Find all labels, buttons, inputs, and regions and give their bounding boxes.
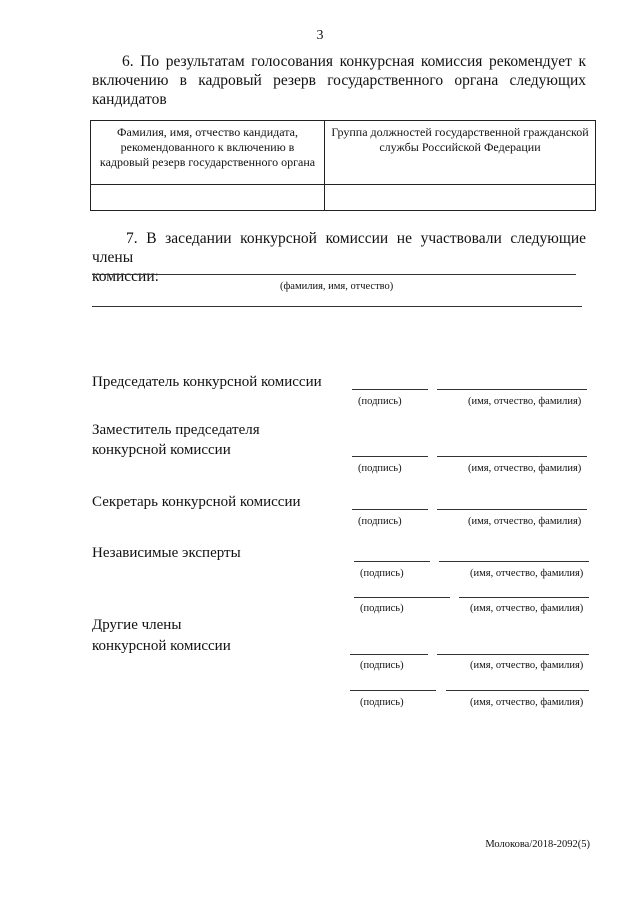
name-line (446, 690, 589, 691)
signature-caption: (подпись) (358, 396, 402, 407)
name-caption: (имя, отчество, фамилия) (468, 396, 582, 407)
name-caption: (имя, отчество, фамилия) (470, 568, 584, 579)
deputy-label-line-1: Заместитель председателя (92, 422, 260, 438)
secretary-label: Секретарь конкурсной комиссии (92, 494, 301, 510)
name-line (437, 389, 587, 390)
table-header-position-group: Группа должностей государственной гражданской службы Российской Федерации (325, 121, 596, 185)
name-line (439, 561, 589, 562)
signature-caption: (подпись) (360, 568, 404, 579)
absent-members-line (92, 274, 576, 275)
signature-caption: (подпись) (360, 697, 404, 708)
other-members-label-line-1: Другие члены (92, 617, 182, 633)
signature-caption: (подпись) (358, 516, 402, 527)
chairman-label: Председатель конкурсной комиссии (92, 374, 322, 390)
name-caption: (имя, отчество, фамилия) (468, 516, 582, 527)
signature-line (350, 654, 428, 655)
name-line (437, 654, 589, 655)
table-header-name: Фамилия, имя, отчество кандидата, рекомендованного к включению в кадровый резерв государственного органа (91, 121, 325, 185)
signature-line (354, 597, 450, 598)
fio-caption: (фамилия, имя, отчество) (280, 281, 394, 292)
signature-caption: (подпись) (360, 603, 404, 614)
signature-line (352, 509, 428, 510)
name-line (459, 597, 589, 598)
signature-line (354, 561, 430, 562)
absent-members-line-2 (92, 306, 582, 307)
signature-caption: (подпись) (358, 463, 402, 474)
section-7-line-1: 7. В заседании конкурсной комиссии не участвовали следующие члены (92, 230, 586, 266)
section-6-line-1: 6. По результатам голосования конкурсная комиссия рекомендует к (122, 53, 586, 70)
experts-label: Независимые эксперты (92, 545, 241, 561)
section-6-paragraph (92, 52, 586, 109)
name-line (437, 509, 587, 510)
signature-caption: (подпись) (360, 660, 404, 671)
candidates-table (90, 120, 596, 211)
table-row (91, 185, 596, 211)
other-members-label-line-2: конкурсной комиссии (92, 638, 231, 654)
name-line (437, 456, 587, 457)
name-caption: (имя, отчество, фамилия) (470, 697, 584, 708)
footer-reference: Молокова/2018-2092(5) (485, 839, 590, 850)
name-caption: (имя, отчество, фамилия) (468, 463, 582, 474)
section-6-line-2: включению в кадровый резерв государственного органа следующих (92, 72, 586, 89)
section-6-line-3: кандидатов (92, 91, 167, 108)
table-cell-name (91, 185, 325, 211)
signature-line (352, 456, 428, 457)
deputy-label-line-2: конкурсной комиссии (92, 442, 231, 458)
table-cell-position-group (325, 185, 596, 211)
name-caption: (имя, отчество, фамилия) (470, 660, 584, 671)
section-7-line-2: комиссии: (92, 268, 159, 285)
signature-line (350, 690, 436, 691)
name-caption: (имя, отчество, фамилия) (470, 603, 584, 614)
signature-line (352, 389, 428, 390)
section-7-paragraph (92, 229, 586, 286)
table-header-row (91, 121, 596, 185)
page-number: 3 (316, 28, 324, 43)
